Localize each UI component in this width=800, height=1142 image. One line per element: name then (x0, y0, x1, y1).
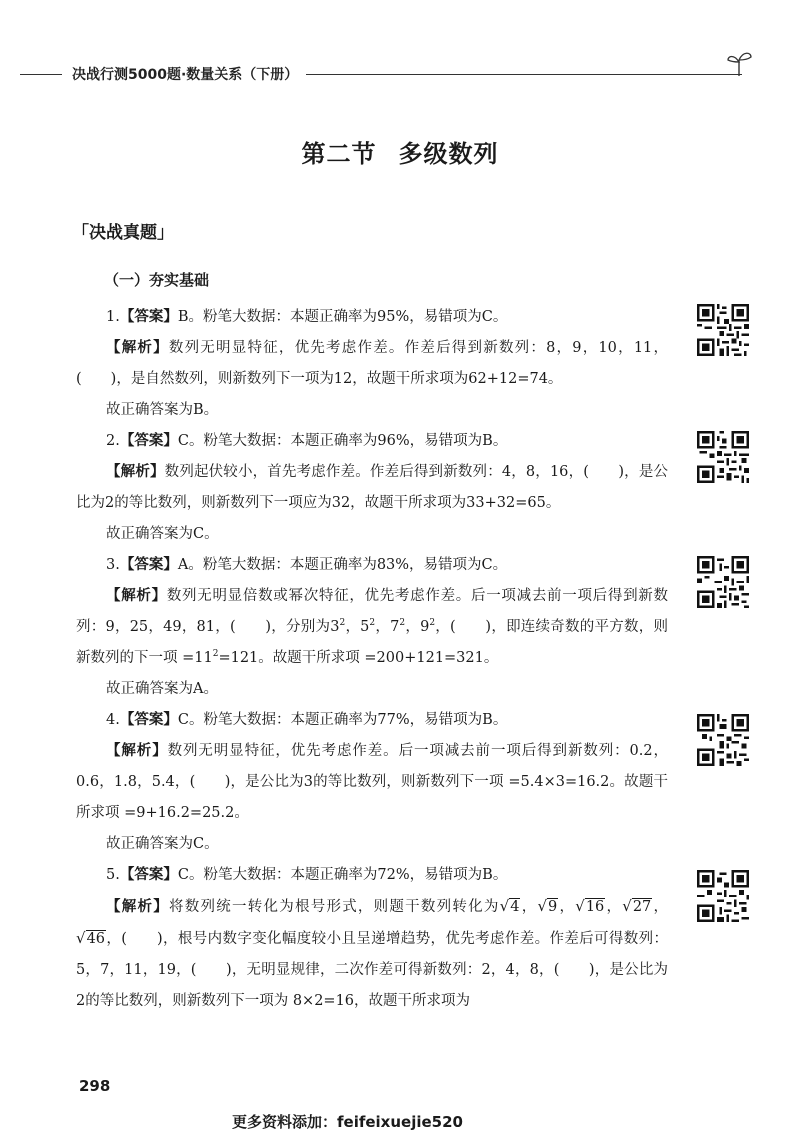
separator: ， (520, 899, 538, 915)
q3-exp-1: 2 (339, 618, 346, 629)
question-list (76, 302, 668, 1017)
sprout-icon (724, 48, 754, 78)
sqrt-sign: √ (537, 897, 548, 915)
separator: ， (558, 899, 576, 915)
q3-analysis-text-b: ，5 (345, 619, 370, 635)
sqrt-9 (537, 899, 558, 915)
q4-number: 4. (106, 712, 120, 728)
analysis-label: 【解析】 (106, 743, 168, 759)
sqrt-16 (575, 899, 605, 915)
qr-code-icon[interactable] (697, 304, 749, 356)
analysis-label: 【解析】 (106, 340, 169, 356)
q1-analysis-text: 数列无明显特征，优先考虑作差。作差后得到新数列：8，9，10，11，( )，是自然数列，则新数列下一项为12，故题干所求项为62+12=74。 (76, 340, 668, 387)
radicand: 16 (585, 899, 605, 915)
separator: ， (652, 899, 669, 915)
q4-analysis (76, 736, 668, 829)
answer-label: 【答案】 (119, 309, 178, 325)
q5-answer (76, 860, 668, 891)
q4-analysis-text: 数列无明显特征，优先考虑作差。后一项减去前一项后得到新数列：0.2，0.6，1.8，5.4，( )，是公比为3的等比数列，则新数列下一项 =5.4×3=16.2。故题干所求项 =9+16.2=25.2。 (76, 743, 668, 821)
q3-exp-5: 2 (212, 649, 219, 660)
analysis-label: 【解析】 (106, 588, 167, 604)
q3-analysis (76, 581, 668, 674)
sqrt-sign: √ (499, 897, 510, 915)
q5-answer-text: C。粉笔大数据：本题正确率为72%，易错项为B。 (177, 867, 508, 883)
q2-answer-text: C。粉笔大数据：本题正确率为96%，易错项为B。 (177, 433, 508, 449)
q3-answer (76, 550, 668, 581)
header-rule-left (20, 74, 62, 75)
radicand: 4 (510, 899, 520, 915)
subsection-title: 「决战真题」 (72, 223, 174, 243)
section-name: 多级数列 (398, 140, 499, 168)
footer-note: 更多资料添加：feifeixuejie520 (232, 1113, 463, 1131)
header-rule-right (306, 74, 742, 75)
radicand: 27 (632, 899, 652, 915)
qr-code-icon[interactable] (697, 431, 749, 483)
q3-analysis-text-a: 数列无明显倍数或幂次特征，优先考虑作差。后一项减去前一项后得到新数列：9，25，49，81，( )，分别为3 (76, 588, 669, 635)
page-number: 298 (79, 1077, 111, 1095)
q1-answer (76, 302, 668, 333)
sqrt-27 (622, 899, 652, 915)
analysis-label: 【解析】 (106, 899, 169, 915)
q2-analysis-text: 数列起伏较小，首先考虑作差。作差后得到新数列：4，8，16，( )，是公比为2的等比数列，则新数列下一项应为32，故题干所求项为33+32=65。 (76, 464, 669, 511)
answer-label: 【答案】 (119, 557, 178, 573)
q2-conclusion: 故正确答案为C。 (106, 526, 219, 542)
sqrt-sign: √ (622, 897, 632, 915)
sqrt-4 (500, 899, 521, 915)
q2-analysis (76, 457, 668, 519)
answer-label: 【答案】 (119, 867, 178, 883)
q3-analysis-text-c: ，7 (375, 619, 400, 635)
radicand: 9 (548, 899, 558, 915)
q3-analysis-text-f: =121。故题干所求项 =200+121=321。 (218, 650, 499, 666)
q4-answer-text: C。粉笔大数据：本题正确率为77%，易错项为B。 (177, 712, 508, 728)
sqrt-46 (76, 931, 106, 947)
q3-conclusion: 故正确答案为A。 (106, 681, 218, 697)
q2-number: 2. (106, 433, 120, 449)
q2-answer (76, 426, 668, 457)
analysis-label: 【解析】 (106, 464, 165, 480)
answer-label: 【答案】 (119, 433, 178, 449)
qr-code-icon[interactable] (697, 714, 749, 766)
radicand: 46 (86, 931, 106, 947)
q1-conclusion: 故正确答案为B。 (106, 402, 219, 418)
q1-answer-text: B。粉笔大数据：本题正确率为95%，易错项为C。 (177, 309, 508, 325)
qr-code-icon[interactable] (697, 556, 749, 608)
sqrt-sign: √ (575, 897, 585, 915)
section-title (0, 134, 800, 169)
separator: ， (605, 899, 623, 915)
book-title: 决战行测5000题·数量关系（下册） (72, 67, 299, 83)
q5-number: 5. (106, 867, 120, 883)
q5-analysis-text-b: ，( )，根号内数字变化幅度较小且呈递增趋势，优先考虑作差。作差后可得数列：5，7，11，19，( )，无明显规律，二次作差可得新数列：2，4，8，( )，是公比为2的等比数列，则新数列下一项为 8×2=16，故题干所求项为 (76, 931, 668, 1009)
answer-label: 【答案】 (119, 712, 178, 728)
running-header (0, 62, 800, 86)
q5-analysis (76, 891, 668, 1017)
q3-exp-4: 2 (429, 618, 436, 629)
q3-number: 3. (106, 557, 120, 573)
part-title: （一）夯实基础 (104, 271, 210, 289)
q3-analysis-text-e: ，( )，即连续奇数的平方数，则新数列的下一项 =11 (76, 619, 668, 666)
q1-number: 1. (106, 309, 120, 325)
q5-analysis-text-a: 将数列统一转化为根号形式，则题干数列转化为 (168, 899, 500, 915)
sqrt-sign: √ (76, 929, 86, 947)
q3-exp-3: 2 (399, 618, 406, 629)
q3-analysis-text-d: ，9 (405, 619, 430, 635)
q1-analysis (76, 333, 668, 395)
q3-exp-2: 2 (369, 618, 376, 629)
q4-conclusion: 故正确答案为C。 (106, 836, 219, 852)
section-number: 第二节 (301, 140, 377, 168)
qr-code-icon[interactable] (697, 870, 749, 922)
q4-answer (76, 705, 668, 736)
q3-answer-text: A。粉笔大数据：本题正确率为83%，易错项为C。 (177, 557, 508, 573)
